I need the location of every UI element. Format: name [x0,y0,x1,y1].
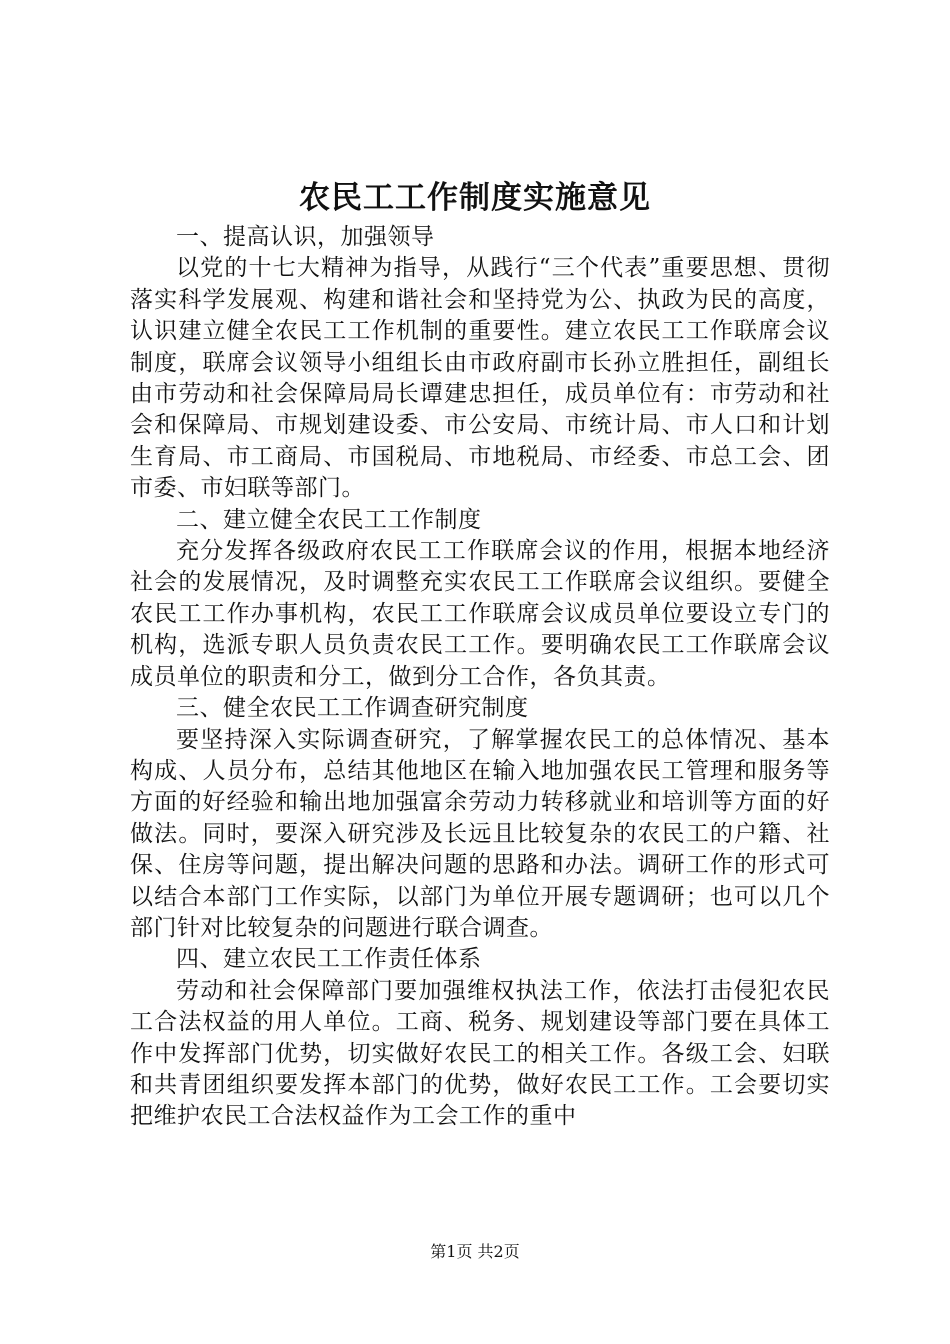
section-heading: 四、建立农民工工作责任体系 [176,946,482,973]
body-paragraph: 以党的十七大精神为指导，从践行“三个代表”重要思想、贯彻落实科学发展观、构建和谐社会和坚持党为公、执政为民的高度，认识建立健全农民工工作机制的重要性。建立农民工工作联席会议制度，联席会议领导小组组长由市政府副市长孙立胜担任，副组长由市劳动和社会保障局局长谭建忠担任，成员单位有：市劳动和社会和保障局、市规划建设委、市公安局、市统计局、市人口和计划生育局、市工商局、市国税局、市地税局、市经委、市总工会、团市委、市妇联等部门。 [130,255,830,502]
page-number-footer: 第1页 共2页 [430,1242,520,1261]
document-title: 农民工工作制度实施意见 [299,180,651,216]
section-heading: 一、提高认识，加强领导 [176,224,435,250]
document-body [130,222,830,1133]
section-heading: 三、健全农民工工作调查研究制度 [176,695,529,722]
body-paragraph: 充分发挥各级政府农民工工作联席会议的作用，根据本地经济社会的发展情况，及时调整充实农民工工作联席会议组织。要健全农民工工作办事机构，农民工工作联席会议成员单位要设立专门的机构，选派专职人员负责农民工工作。要明确农民工工作联席会议成员单位的职责和分工，做到分工合作，各负其责。 [130,538,830,690]
section-heading: 二、建立健全农民工工作制度 [176,506,482,533]
body-paragraph: 要坚持深入实际调查研究，了解掌握农民工的总体情况、基本构成、人员分布，总结其他地区在输入地加强农民工管理和服务等方面的好经验和输出地加强富余劳动力转移就业和培训等方面的好做法。同时，要深入研究涉及长远且比较复杂的农民工的户籍、社保、住房等问题，提出解决问题的思路和办法。调研工作的形式可以结合本部门工作实际，以部门为单位开展专题调研；也可以几个部门针对比较复杂的问题进行联合调查。 [130,726,830,941]
body-paragraph: 劳动和社会保障部门要加强维权执法工作，依法打击侵犯农民工合法权益的用人单位。工商、税务、规划建设等部门要在具体工作中发挥部门优势，切实做好农民工的相关工作。各级工会、妇联和共青团组织要发挥本部门的优势，做好农民工工作。工会要切实把维护农民工合法权益作为工会工作的重中 [130,977,830,1130]
